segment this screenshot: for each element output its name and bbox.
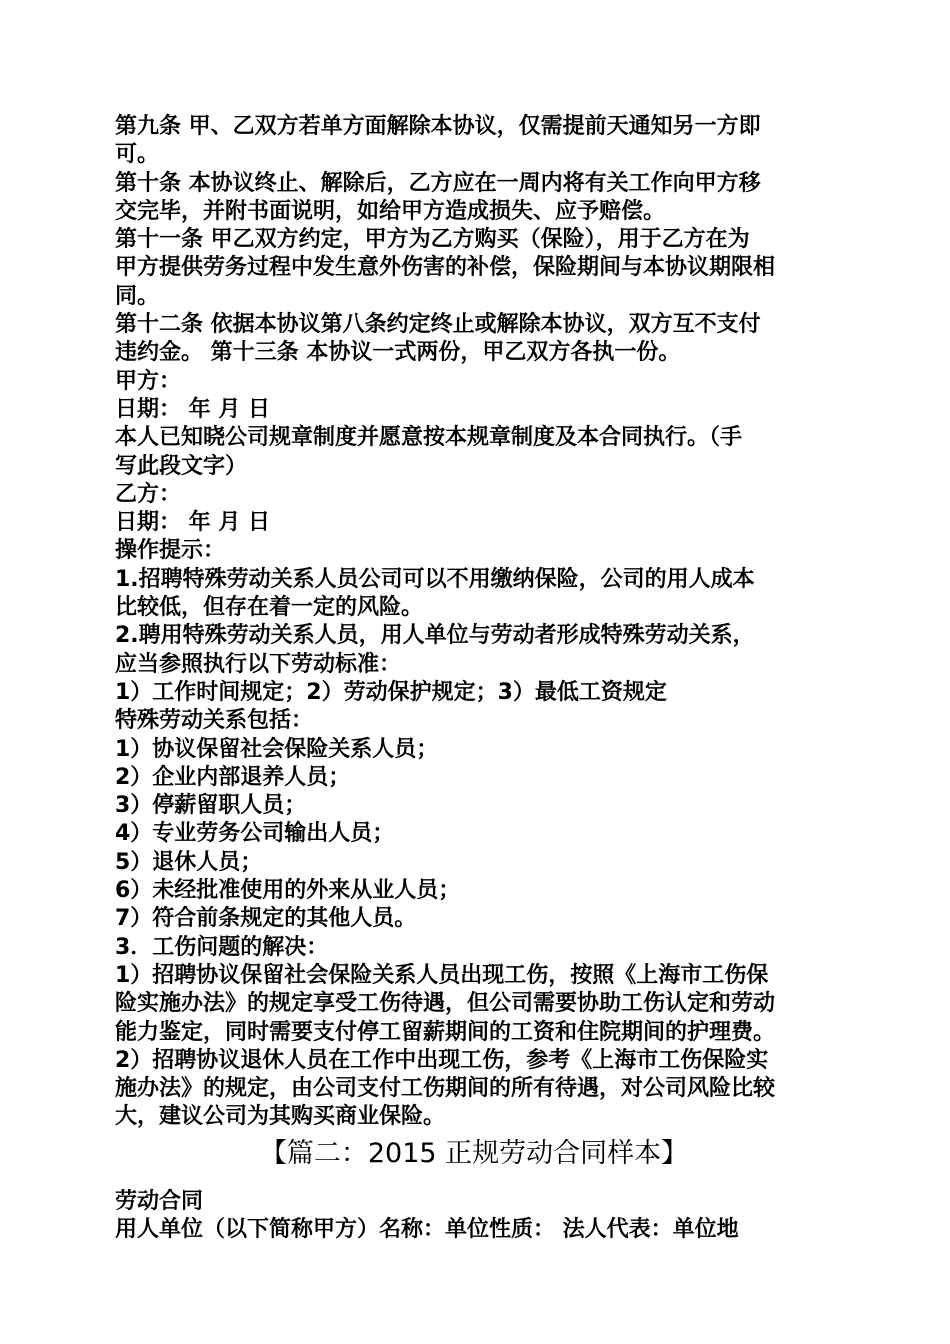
text-line: 施办法》的规定，由公司支付工伤期间的所有待遇，对公司风险比较 xyxy=(115,1076,776,1102)
text-line: 大，建议公司为其购买商业保险。 xyxy=(115,1104,446,1130)
text-line: 6）未经批准使用的外来从业人员； xyxy=(115,878,461,904)
text-line: 劳动合同 xyxy=(115,1188,204,1214)
section-heading: 【篇二：2015 正规劳动合同样本】 xyxy=(259,1137,689,1169)
text-line: 2.聘用特殊劳动关系人员，用人单位与劳动者形成特殊劳动关系， xyxy=(115,623,755,649)
text-line: 日期： 年 月 日 xyxy=(115,510,270,536)
text-line: 甲方： xyxy=(115,368,182,394)
document-body xyxy=(115,113,845,1244)
text-line: 险实施办法》的规定享受工伤待遇，但公司需要协助工伤认定和劳动 xyxy=(115,991,776,1017)
text-line: 操作提示： xyxy=(115,538,226,564)
text-line: 1.招聘特殊劳动关系人员公司可以不用缴纳保险，公司的用人成本 xyxy=(115,566,755,592)
text-line: 3）停薪留职人员； xyxy=(115,793,307,819)
text-line: 能力鉴定，同时需要支付停工留薪期间的工资和住院期间的护理费。 xyxy=(115,1019,776,1045)
text-line: 交完毕，并附书面说明，如给甲方造成损失、应予赔偿。 xyxy=(115,198,666,224)
text-line: 第十二条 依据本协议第八条约定终止或解除本协议，双方互不支付 xyxy=(115,312,761,338)
text-line: 5）退休人员； xyxy=(115,849,263,875)
text-line: 7）符合前条规定的其他人员。 xyxy=(115,906,417,932)
text-line: 可。 xyxy=(115,142,160,168)
text-line: 1）招聘协议保留社会保险关系人员出现工伤，按照《上海市工伤保 xyxy=(115,962,769,988)
text-line: 乙方： xyxy=(115,481,182,507)
text-line: 3．工伤问题的解决： xyxy=(115,934,329,960)
text-line: 1）工作时间规定；2）劳动保护规定；3）最低工资规定 xyxy=(115,679,667,705)
text-line: 违约金。 第十三条 本协议一式两份，甲乙双方各执一份。 xyxy=(115,340,681,366)
text-line: 本人已知晓公司规章制度并愿意按本规章制度及本合同执行。（手 xyxy=(115,425,743,451)
text-line: 2）企业内部退养人员； xyxy=(115,764,351,790)
text-line: 4）专业劳务公司输出人员； xyxy=(115,821,395,847)
text-line: 应当参照执行以下劳动标准： xyxy=(115,651,402,677)
text-line: 2）招聘协议退休人员在工作中出现工伤，参考《上海市工伤保险实 xyxy=(115,1047,769,1073)
text-line: 甲方提供劳务过程中发生意外伤害的补偿，保险期间与本协议期限相 xyxy=(115,255,776,281)
text-line: 同。 xyxy=(115,283,160,309)
text-line: 第九条 甲、乙双方若单方面解除本协议，仅需提前天通知另一方即 xyxy=(115,114,761,139)
text-line: 用人单位（以下简称甲方）名称：单位性质： 法人代表：单位地 xyxy=(115,1216,739,1242)
text-line: 第十一条 甲乙双方约定，甲方为乙方购买（保险），用于乙方在为 xyxy=(115,227,750,253)
text-line: 1）协议保留社会保险关系人员； xyxy=(115,736,439,762)
text-line: 第十条 本协议终止、解除后，乙方应在一周内将有关工作向甲方移 xyxy=(115,170,761,196)
text-line: 写此段文字） xyxy=(115,453,248,479)
text-line: 特殊劳动关系包括： xyxy=(115,708,314,734)
text-line: 比较低，但存在着一定的风险。 xyxy=(115,595,424,621)
text-line: 日期： 年 月 日 xyxy=(115,396,270,422)
